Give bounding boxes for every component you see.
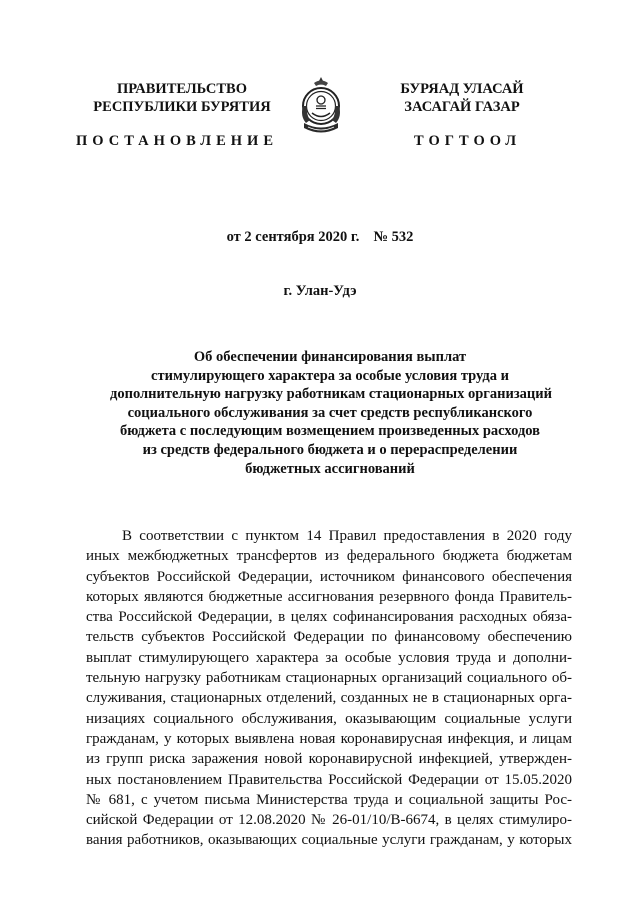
document-number: № 532 [373, 229, 414, 245]
document-title [110, 348, 550, 478]
title-line: бюджета с последующим возмещением произведенных расходов [120, 423, 540, 440]
header-left-line: РЕСПУБЛИКИ БУРЯТИЯ [93, 99, 271, 115]
body-line: тельств субъектов Российской Федерации по финансовому обеспечению [86, 629, 572, 646]
body-line: субъектов Российской Федерации, источником финансового обеспечения [86, 568, 572, 585]
body-line: иных межбюджетных трансфертов из федерального бюджета бюджетам [86, 548, 572, 565]
body-line: № 681, с учетом письма Министерства труда и социальной защиты Рос- [86, 791, 572, 808]
body-line: ства Российской Федерации, в целях софинансирования расходных обяза- [86, 609, 572, 626]
header-right-block [372, 80, 552, 116]
body-line: из групп риска заражения новой коронавирусной инфекцией, утвержден- [86, 751, 572, 768]
body-line: тельную нагрузку работникам стационарных организаций социального об- [86, 670, 572, 687]
body-line: ных постановлением Правительства Российской Федерации от 15.05.2020 [86, 771, 572, 788]
doc-type-buryat: ТОГТООЛ [414, 133, 522, 149]
header-right-line: ЗАСАГАЙ ГАЗАР [404, 99, 520, 115]
header-right-line: БУРЯАД УЛАСАЙ [400, 81, 524, 97]
body-line: сийской Федерации от 12.08.2020 № 26-01/10/В-6674, в целях стимулиро- [86, 812, 572, 829]
document-city: г. Улан-Удэ [283, 283, 357, 299]
body-line: В соответствии с пунктом 14 Правил предоставления в 2020 году [122, 528, 572, 544]
body-line: которых являются бюджетные ассигнования резервного фонда Правитель- [86, 588, 572, 605]
body-line: гражданам, у которых выявлена новая коронавирусная инфекция, и лицам [86, 730, 572, 747]
header-left-line: ПРАВИТЕЛЬСТВО [117, 81, 247, 97]
header-left-block [82, 80, 282, 116]
document-date: от 2 сентября 2020 г. [226, 229, 360, 245]
body-line: выплат стимулирующего характера за особые условия труда и дополни- [86, 649, 572, 666]
coat-of-arms-emblem-icon [298, 76, 344, 138]
title-line: Об обеспечении финансирования выплат [193, 349, 467, 365]
date-number-line [0, 229, 640, 246]
doc-type-russian: ПОСТАНОВЛЕНИЕ [76, 133, 279, 149]
title-line: стимулирующего характера за особые условия труда и [151, 367, 509, 384]
body-line: вания работников, оказывающих социальные услуги гражданам, у которых [86, 832, 572, 849]
title-line: дополнительную нагрузку работникам стационарных организаций [110, 386, 552, 403]
document-body [86, 526, 572, 851]
title-line: бюджетных ассигнований [245, 460, 415, 477]
title-line: из средств федерального бюджета и о перераспределении [142, 441, 518, 458]
title-line: социального обслуживания за счет средств республиканского [127, 404, 533, 421]
body-line: низациях социального обслуживания, оказывающим социальные услуги [86, 710, 572, 727]
body-line: служивания, стационарных отделений, созданных не в стационарных орга- [86, 690, 572, 707]
